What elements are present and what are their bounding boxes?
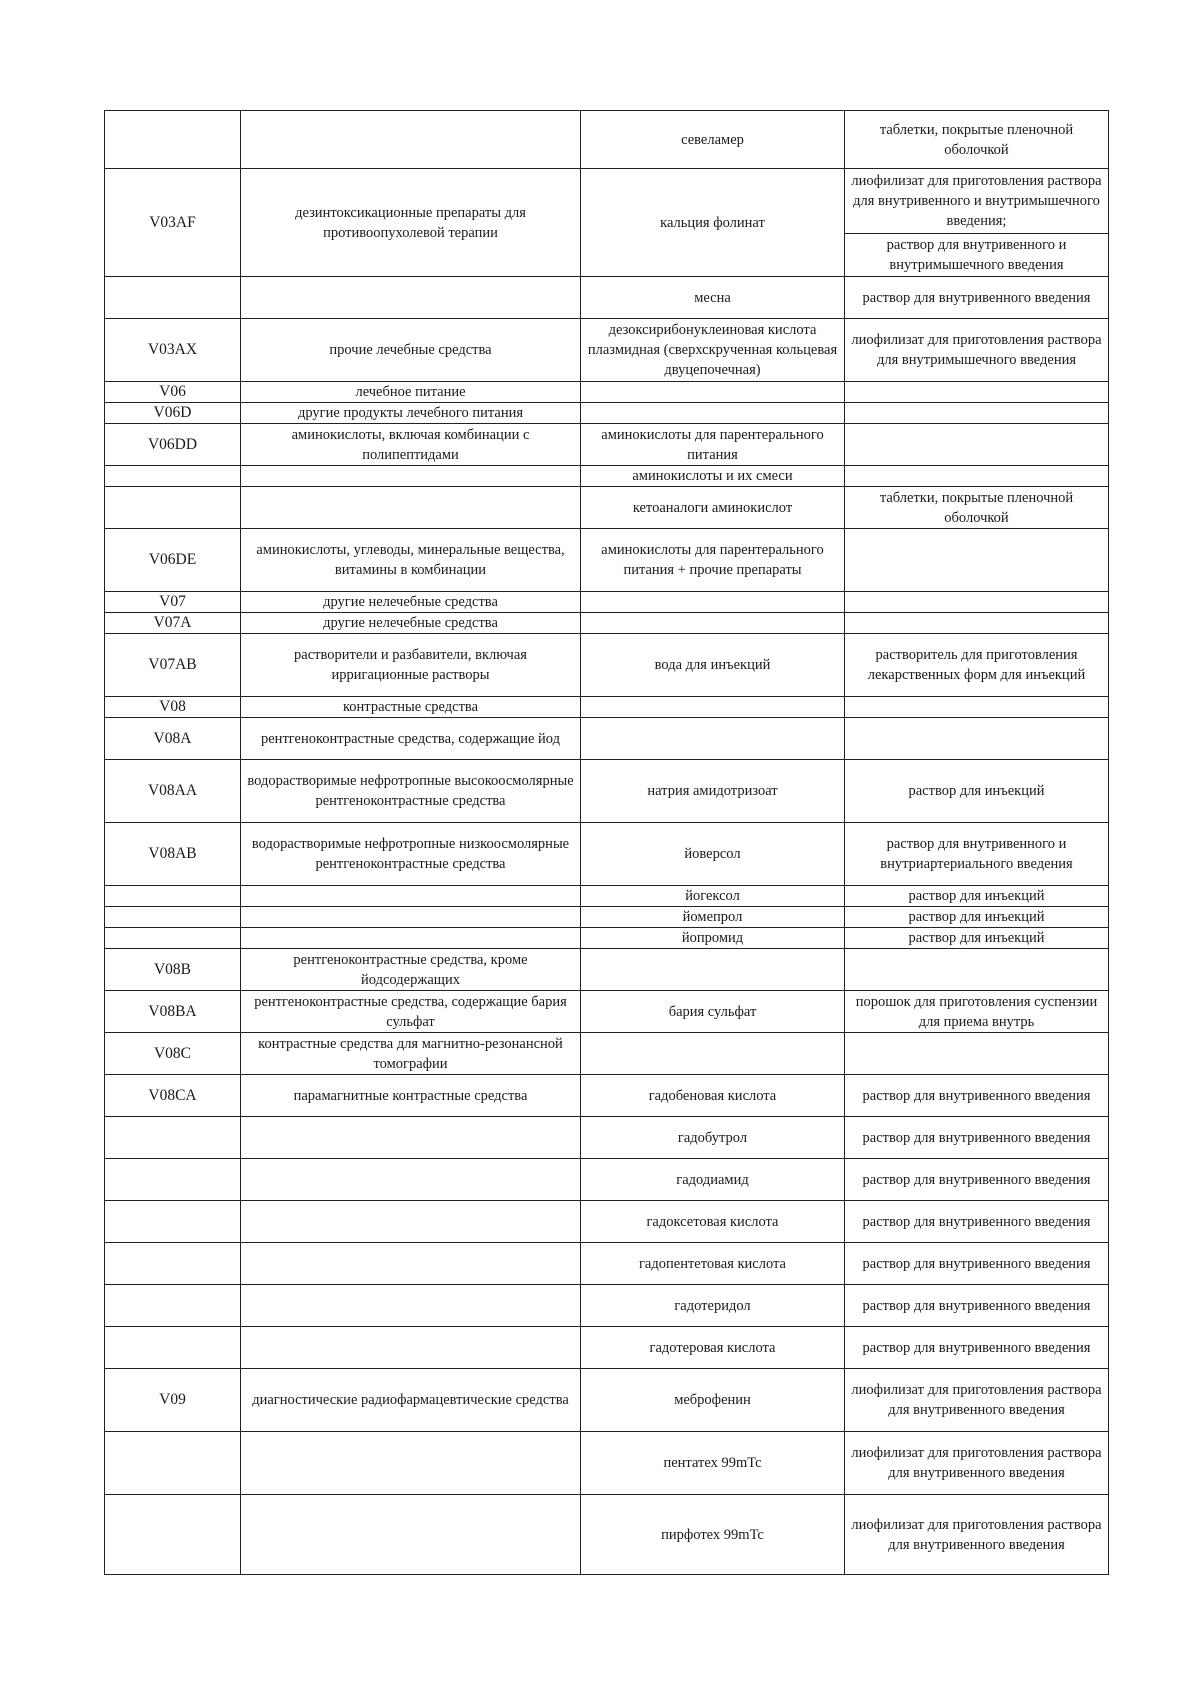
atc-code-cell [105, 1243, 241, 1285]
pharmacological-group-cell: растворители и разбавители, включая ирригационные растворы [241, 634, 581, 697]
table-row [105, 1369, 1109, 1432]
pharmacological-group-cell [241, 928, 581, 949]
atc-code-cell: V08AB [105, 823, 241, 886]
table-row [105, 424, 1109, 466]
atc-code-cell [105, 1117, 241, 1159]
dosage-form-cell [845, 697, 1109, 718]
table-row [105, 1033, 1109, 1075]
dosage-form-cell: порошок для приготовления суспензии для приема внутрь [845, 991, 1109, 1033]
atc-code-cell: V08AA [105, 760, 241, 823]
drug-name-cell [581, 949, 845, 991]
drug-name-cell [581, 592, 845, 613]
pharmacological-group-cell [241, 1117, 581, 1159]
atc-code-cell: V07A [105, 613, 241, 634]
pharmacological-group-cell [241, 907, 581, 928]
pharmacological-group-cell: рентгеноконтрастные средства, содержащие йод [241, 718, 581, 760]
table-row [105, 1159, 1109, 1201]
drug-name-cell: гадобутрол [581, 1117, 845, 1159]
dosage-form-cell [845, 1033, 1109, 1075]
dosage-form-cell: раствор для внутривенного введения [845, 1285, 1109, 1327]
dosage-form-cell [845, 949, 1109, 991]
table-row [105, 697, 1109, 718]
table-row [105, 487, 1109, 529]
dosage-form-cell: таблетки, покрытые пленочной оболочкой [845, 111, 1109, 169]
table-row [105, 1285, 1109, 1327]
dosage-form-cell: раствор для внутривенного введения [845, 1327, 1109, 1369]
pharmacological-group-cell [241, 111, 581, 169]
drug-name-cell: пентатех 99mTc [581, 1432, 845, 1495]
drug-name-cell [581, 1033, 845, 1075]
pharmacological-group-cell: контрастные средства [241, 697, 581, 718]
drug-name-cell: аминокислоты для парентерального питания + прочие препараты [581, 529, 845, 592]
drug-name-cell: аминокислоты и их смеси [581, 466, 845, 487]
pharmacological-group-cell [241, 1285, 581, 1327]
dosage-form-cell: раствор для инъекций [845, 928, 1109, 949]
drug-name-cell [581, 697, 845, 718]
dosage-form-cell [845, 403, 1109, 424]
dosage-form-cell [845, 424, 1109, 466]
dosage-form-cell: раствор для внутривенного введения [845, 1159, 1109, 1201]
drug-name-cell: вода для инъекций [581, 634, 845, 697]
table-row [105, 529, 1109, 592]
drug-name-cell: кетоаналоги аминокислот [581, 487, 845, 529]
dosage-form-cell [845, 382, 1109, 403]
dosage-form-cell: растворитель для приготовления лекарственных форм для инъекций [845, 634, 1109, 697]
atc-code-cell: V06D [105, 403, 241, 424]
table-row [105, 928, 1109, 949]
dosage-form-cell [845, 169, 1109, 277]
drug-name-cell: пирфотех 99mTc [581, 1495, 845, 1575]
atc-code-cell: V06 [105, 382, 241, 403]
dosage-form-cell: раствор для внутривенного введения [845, 1201, 1109, 1243]
table-row [105, 1495, 1109, 1575]
dosage-form-item: лиофилизат для приготовления раствора для внутривенного и внутримышечного введения; [851, 173, 1102, 229]
table-row [105, 403, 1109, 424]
table-row [105, 1432, 1109, 1495]
atc-code-cell: V08 [105, 697, 241, 718]
atc-code-cell [105, 1159, 241, 1201]
drug-name-cell: йоверсол [581, 823, 845, 886]
drug-name-cell: гадодиамид [581, 1159, 845, 1201]
drug-name-cell: гадотеровая кислота [581, 1327, 845, 1369]
table-row [105, 634, 1109, 697]
table-row [105, 886, 1109, 907]
drug-name-cell: йомепрол [581, 907, 845, 928]
drug-name-cell: бария сульфат [581, 991, 845, 1033]
pharmacological-group-cell: другие нелечебные средства [241, 592, 581, 613]
table-row [105, 718, 1109, 760]
drug-name-cell: гадобеновая кислота [581, 1075, 845, 1117]
table-row [105, 907, 1109, 928]
pharmacological-group-cell: контрастные средства для магнитно-резонансной томографии [241, 1033, 581, 1075]
table-row [105, 466, 1109, 487]
dosage-form-cell: раствор для внутривенного и внутриартериального введения [845, 823, 1109, 886]
atc-code-cell: V07 [105, 592, 241, 613]
drug-name-cell: дезоксирибонуклеиновая кислота плазмидная (сверхскрученная кольцевая двуцепочечная) [581, 319, 845, 382]
atc-code-cell [105, 907, 241, 928]
drug-name-cell: меброфенин [581, 1369, 845, 1432]
atc-code-cell [105, 466, 241, 487]
atc-code-cell: V08A [105, 718, 241, 760]
drug-name-cell: йопромид [581, 928, 845, 949]
dosage-form-cell [845, 592, 1109, 613]
dosage-form-cell: раствор для внутривенного введения [845, 277, 1109, 319]
atc-code-cell [105, 1327, 241, 1369]
table-row [105, 277, 1109, 319]
pharmacological-group-cell: другие продукты лечебного питания [241, 403, 581, 424]
table-row [105, 949, 1109, 991]
table-row [105, 1327, 1109, 1369]
drug-name-cell: севеламер [581, 111, 845, 169]
pharmacological-group-cell: лечебное питание [241, 382, 581, 403]
drug-name-cell [581, 382, 845, 403]
drug-table [104, 110, 1109, 1575]
pharmacological-group-cell: рентгеноконтрастные средства, содержащие бария сульфат [241, 991, 581, 1033]
drug-name-cell [581, 718, 845, 760]
atc-code-cell [105, 886, 241, 907]
atc-code-cell [105, 111, 241, 169]
dosage-form-cell: раствор для инъекций [845, 907, 1109, 928]
table-body [105, 111, 1109, 1575]
table-row [105, 1117, 1109, 1159]
drug-name-cell [581, 403, 845, 424]
pharmacological-group-cell [241, 1327, 581, 1369]
table-row [105, 823, 1109, 886]
pharmacological-group-cell: прочие лечебные средства [241, 319, 581, 382]
drug-name-cell: натрия амидотризоат [581, 760, 845, 823]
dosage-form-cell [845, 718, 1109, 760]
atc-code-cell: V08CA [105, 1075, 241, 1117]
dosage-form-cell [845, 613, 1109, 634]
pharmacological-group-cell [241, 1243, 581, 1285]
pharmacological-group-cell: аминокислоты, включая комбинации с полипептидами [241, 424, 581, 466]
atc-code-cell [105, 1285, 241, 1327]
pharmacological-group-cell: парамагнитные контрастные средства [241, 1075, 581, 1117]
dosage-form-cell: таблетки, покрытые пленочной оболочкой [845, 487, 1109, 529]
atc-code-cell: V07AB [105, 634, 241, 697]
pharmacological-group-cell [241, 1159, 581, 1201]
pharmacological-group-cell: водорастворимые нефротропные низкоосмолярные рентгеноконтрастные средства [241, 823, 581, 886]
dosage-form-cell: лиофилизат для приготовления раствора для внутривенного введения [845, 1495, 1109, 1575]
dosage-form-cell: раствор для внутривенного введения [845, 1075, 1109, 1117]
atc-code-cell [105, 1495, 241, 1575]
atc-code-cell [105, 1201, 241, 1243]
atc-code-cell: V08B [105, 949, 241, 991]
drug-name-cell: кальция фолинат [581, 169, 845, 277]
table-row [105, 169, 1109, 277]
atc-code-cell: V03AF [105, 169, 241, 277]
drug-name-cell: месна [581, 277, 845, 319]
pharmacological-group-cell [241, 466, 581, 487]
pharmacological-group-cell [241, 1495, 581, 1575]
drug-name-cell: йогексол [581, 886, 845, 907]
dosage-form-item: раствор для внутривенного и внутримышечного введения [845, 233, 1108, 276]
dosage-form-cell: лиофилизат для приготовления раствора для внутривенного введения [845, 1369, 1109, 1432]
table-row [105, 1075, 1109, 1117]
atc-code-cell: V08BA [105, 991, 241, 1033]
drug-name-cell [581, 613, 845, 634]
atc-code-cell [105, 928, 241, 949]
dosage-form-cell: раствор для инъекций [845, 760, 1109, 823]
drug-name-cell: аминокислоты для парентерального питания [581, 424, 845, 466]
atc-code-cell: V06DD [105, 424, 241, 466]
drug-name-cell: гадоксетовая кислота [581, 1201, 845, 1243]
atc-code-cell [105, 1432, 241, 1495]
pharmacological-group-cell [241, 1201, 581, 1243]
pharmacological-group-cell: аминокислоты, углеводы, минеральные вещества, витамины в комбинации [241, 529, 581, 592]
dosage-form-cell: лиофилизат для приготовления раствора для внутримышечного введения [845, 319, 1109, 382]
pharmacological-group-cell [241, 886, 581, 907]
dosage-form-cell: лиофилизат для приготовления раствора для внутривенного введения [845, 1432, 1109, 1495]
pharmacological-group-cell: диагностические радиофармацевтические средства [241, 1369, 581, 1432]
atc-code-cell: V06DE [105, 529, 241, 592]
pharmacological-group-cell: рентгеноконтрастные средства, кроме йодсодержащих [241, 949, 581, 991]
pharmacological-group-cell: дезинтоксикационные препараты для противоопухолевой терапии [241, 169, 581, 277]
table-row [105, 111, 1109, 169]
table-row [105, 1243, 1109, 1285]
table-row [105, 760, 1109, 823]
dosage-form-cell: раствор для инъекций [845, 886, 1109, 907]
dosage-form-cell [845, 529, 1109, 592]
pharmacological-group-cell: другие нелечебные средства [241, 613, 581, 634]
drug-name-cell: гадопентетовая кислота [581, 1243, 845, 1285]
pharmacological-group-cell [241, 487, 581, 529]
table-row [105, 991, 1109, 1033]
pharmacological-group-cell [241, 277, 581, 319]
table-row [105, 319, 1109, 382]
drug-name-cell: гадотеридол [581, 1285, 845, 1327]
atc-code-cell: V09 [105, 1369, 241, 1432]
pharmacological-group-cell: водорастворимые нефротропные высокоосмолярные рентгеноконтрастные средства [241, 760, 581, 823]
table-row [105, 382, 1109, 403]
atc-code-cell: V08C [105, 1033, 241, 1075]
table-row [105, 592, 1109, 613]
atc-code-cell: V03AX [105, 319, 241, 382]
atc-code-cell [105, 277, 241, 319]
table-row [105, 613, 1109, 634]
table-row [105, 1201, 1109, 1243]
dosage-form-cell: раствор для внутривенного введения [845, 1117, 1109, 1159]
dosage-form-cell [845, 466, 1109, 487]
dosage-form-cell: раствор для внутривенного введения [845, 1243, 1109, 1285]
atc-code-cell [105, 487, 241, 529]
pharmacological-group-cell [241, 1432, 581, 1495]
